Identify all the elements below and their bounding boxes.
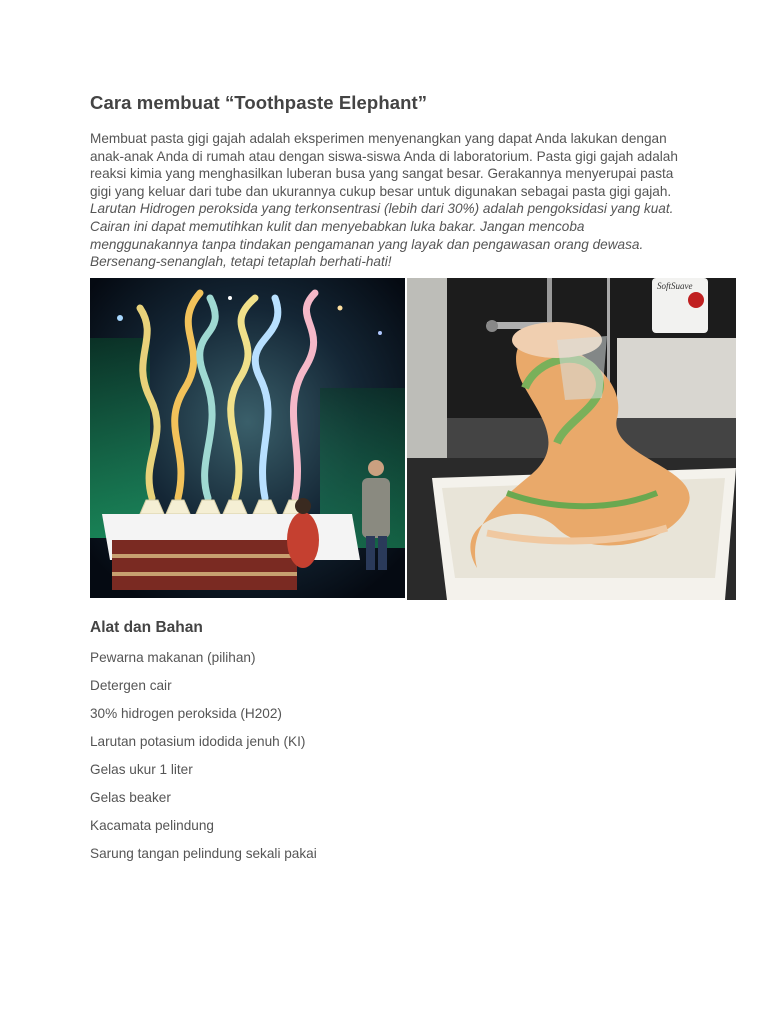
materials-list — [90, 649, 317, 873]
foam-flasks-stage-photo — [90, 278, 405, 598]
list-item: Gelas beaker — [90, 790, 171, 805]
intro-paragraph — [90, 130, 690, 271]
list-item: Sarung tangan pelindung sekali pakai — [90, 846, 317, 861]
list-item: Kacamata pelindung — [90, 818, 214, 833]
document-page — [90, 92, 693, 861]
intro-warning-text: Larutan Hidrogen peroksida yang terkonsentrasi (lebih dari 30%) adalah pengoksidasi yang kuat. Cairan ini dapat memutihkan kulit dan menyebabkan luka bakar. Jangan mencoba menggunakannya tanpa tindakan pengamanan yang layak dan pengawasan orang dewasa. Bersenang-senanglah, tetapi tetaplah berhati-hati! — [90, 201, 674, 270]
list-item: Larutan potasium idodida jenuh (KI) — [90, 734, 306, 749]
list-item: 30% hidrogen peroksida (H202) — [90, 706, 282, 721]
materials-heading: Alat dan Bahan — [90, 619, 203, 636]
photo-row — [90, 278, 736, 600]
bottle-label: SoftSuave — [657, 281, 693, 291]
list-item: Detergen cair — [90, 678, 172, 693]
intro-text: Membuat pasta gigi gajah adalah eksperimen menyenangkan yang dapat Anda lakukan dengan anak-anak Anda di rumah atau dengan siswa-siswa Anda di laboratorium. Pasta gigi gajah adalah reaksi kimia yang menghasilkan luberan busa yang sangat besar. Gerakannya menyerupai pasta gigi yang keluar dari tube dan ukurannya cukup besar untuk digunakan sebagai pasta gigi gajah. — [90, 131, 678, 199]
list-item: Pewarna makanan (pilihan) — [90, 650, 256, 665]
article-title: Cara membuat “Toothpaste Elephant” — [90, 92, 428, 113]
foam-beaker-tub-photo — [407, 278, 736, 600]
list-item: Gelas ukur 1 liter — [90, 762, 193, 777]
